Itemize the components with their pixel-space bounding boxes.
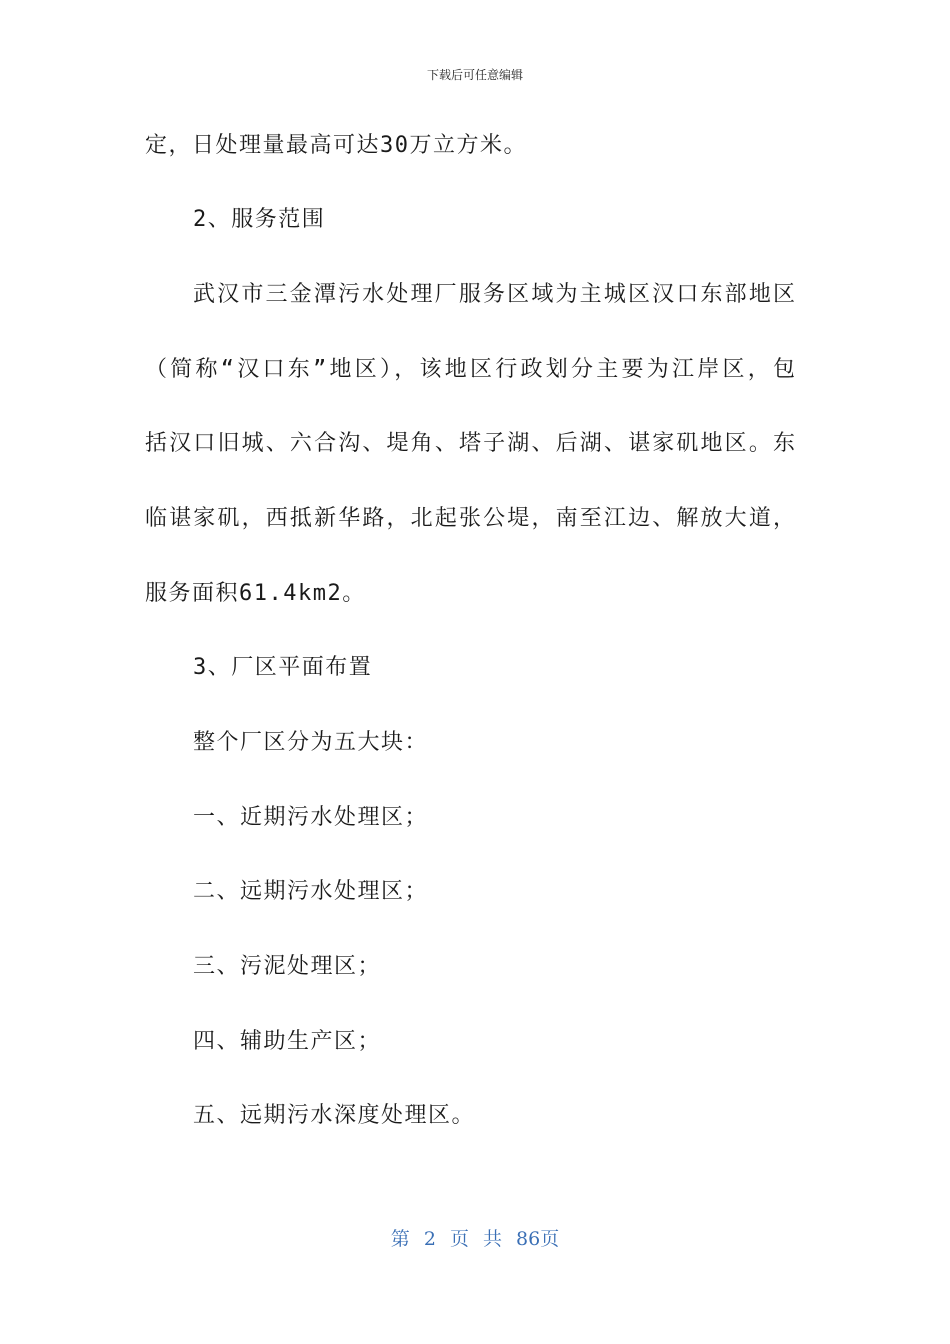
section-heading: 3、厂区平面布置 [193,655,373,680]
paragraph-line: 服务面积61.4km2。 [145,581,366,606]
paragraph-line: 括汉口旧城、六合沟、堤角、塔子湖、后湖、谌家矶地区。东 [145,431,795,456]
section-heading: 2、服务范围 [193,207,326,232]
paragraph-line: 定，日处理量最高可达30万立方米。 [145,133,527,158]
list-item: 二、远期污水处理区； [193,879,429,904]
paragraph-line: 武汉市三金潭污水处理厂服务区域为主城区汉口东部地区 [193,282,795,307]
paragraph-line: （简称“汉口东”地区），该地区行政划分主要为江岸区，包 [145,357,795,382]
paragraph-line: 临谌家矶，西抵新华路，北起张公堤，南至江边、解放大道， [145,506,795,531]
list-item: 四、辅助生产区； [193,1029,382,1054]
list-item: 五、远期污水深度处理区。 [193,1103,476,1128]
page-footer: 第 2 页 共 86页 [390,1228,560,1250]
page-header: 下载后可任意编辑 [426,68,523,82]
paragraph-line: 整个厂区分为五大块： [193,730,429,755]
list-item: 三、污泥处理区； [193,954,382,979]
list-item: 一、近期污水处理区； [193,805,429,830]
